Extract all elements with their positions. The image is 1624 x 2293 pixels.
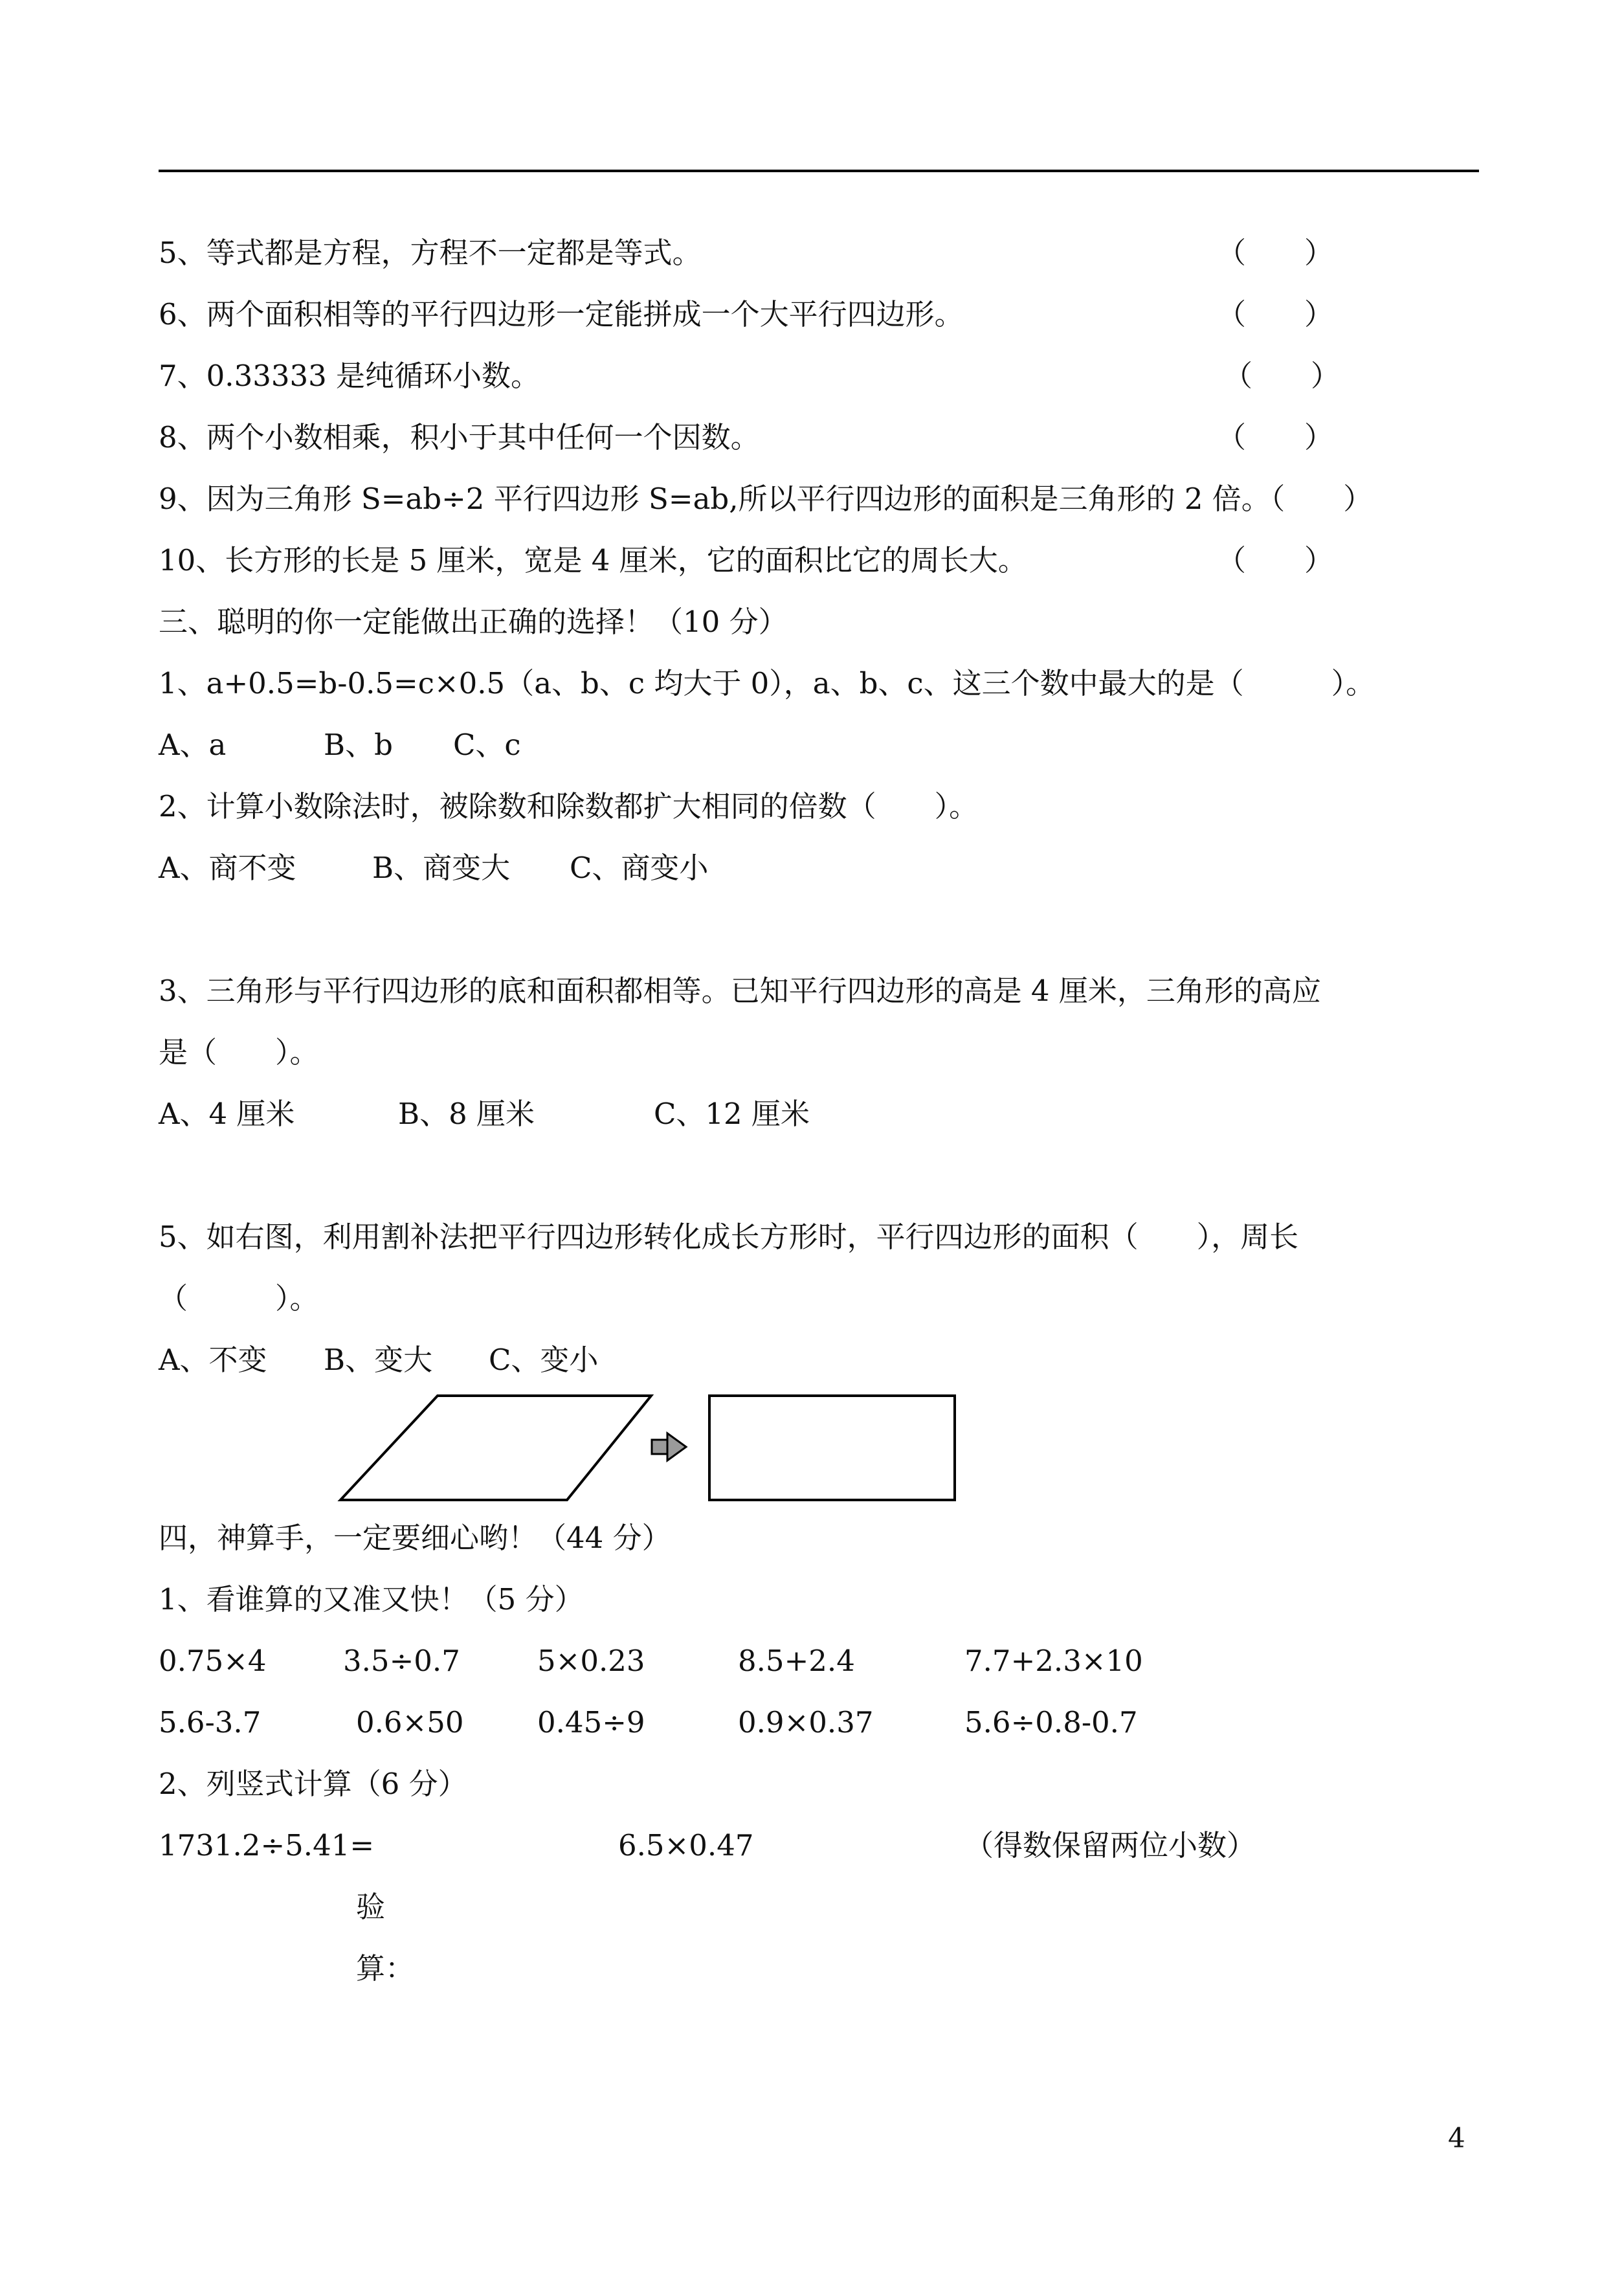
check-label-line1: 验 xyxy=(356,1890,386,1924)
section-4-sub2: 2、列竖式计算（6 分） xyxy=(159,1767,467,1801)
mc-q3-option-b[interactable]: B、8 厘米 xyxy=(398,1097,535,1131)
oral-calc-7: 0.6×50 xyxy=(356,1705,464,1739)
oral-calc-3: 5×0.23 xyxy=(537,1644,645,1678)
oral-calc-4: 8.5+2.4 xyxy=(738,1644,855,1678)
mc-q5-line2: （ ）。 xyxy=(159,1281,319,1315)
mc-q1-option-a[interactable]: A、a xyxy=(159,728,227,762)
page-number: 4 xyxy=(1448,2122,1465,2154)
tf-item-10: 10、长方形的长是 5 厘米，宽是 4 厘米，它的面积比它的周长大。 xyxy=(159,543,1027,577)
mc-q2-option-c[interactable]: C、商变小 xyxy=(570,851,709,885)
section-3-title: 三、聪明的你一定能做出正确的选择！（10 分） xyxy=(159,605,788,639)
mc-q3-option-c[interactable]: C、12 厘米 xyxy=(654,1097,810,1131)
mc-q3-line2: 是（ ）。 xyxy=(159,1035,319,1069)
vertical-calc-1: 1731.2÷5.41= xyxy=(159,1828,375,1862)
tf-item-6: 6、两个面积相等的平行四边形一定能拼成一个大平行四边形。 xyxy=(159,297,964,331)
tf-item-5: 5、等式都是方程，方程不一定都是等式。 xyxy=(159,236,702,270)
mc-q1-option-b[interactable]: B、b xyxy=(324,728,393,762)
oral-calc-5: 7.7+2.3×10 xyxy=(964,1644,1143,1678)
mc-q3-line1: 3、三角形与平行四边形的底和面积都相等。已知平行四边形的高是 4 厘米，三角形的高应 xyxy=(159,974,1321,1008)
oral-calc-1: 0.75×4 xyxy=(159,1644,267,1678)
tf-answer-paren-5[interactable]: （ ） xyxy=(1217,236,1334,270)
right-arrow-icon xyxy=(652,1433,686,1460)
tf-item-8: 8、两个小数相乘，积小于其中任何一个因数。 xyxy=(159,420,760,454)
section-4-sub1: 1、看谁算的又准又快！（5 分） xyxy=(159,1582,584,1616)
header-rule xyxy=(159,170,1479,172)
tf-item-7: 7、0.33333 是纯循环小数。 xyxy=(159,359,540,393)
oral-calc-10: 5.6÷0.8-0.7 xyxy=(964,1705,1138,1739)
mc-q5-option-b[interactable]: B、变大 xyxy=(324,1343,433,1377)
vertical-calc-note: （得数保留两位小数） xyxy=(964,1828,1256,1862)
vertical-calc-2: 6.5×0.47 xyxy=(618,1828,754,1862)
tf-answer-paren-10[interactable]: （ ） xyxy=(1217,543,1334,577)
mc-q1: 1、a+0.5=b-0.5=c×0.5（a、b、c 均大于 0），a、b、c、这三个数中最大的是（ ）。 xyxy=(159,666,1375,700)
section-4-title: 四，神算手，一定要细心哟！（44 分） xyxy=(159,1521,671,1555)
mc-q2-option-a[interactable]: A、商不变 xyxy=(159,851,296,885)
oral-calc-6: 5.6-3.7 xyxy=(159,1705,261,1739)
mc-q2-option-b[interactable]: B、商变大 xyxy=(372,851,511,885)
oral-calc-8: 0.45÷9 xyxy=(537,1705,645,1739)
tf-answer-paren-7[interactable]: （ ） xyxy=(1223,359,1340,393)
rectangle-shape xyxy=(709,1396,955,1500)
tf-answer-paren-8[interactable]: （ ） xyxy=(1217,420,1334,454)
mc-q2: 2、计算小数除法时，被除数和除数都扩大相同的倍数（ ）。 xyxy=(159,789,979,823)
oral-calc-9: 0.9×0.37 xyxy=(738,1705,874,1739)
mc-q5-option-c[interactable]: C、变小 xyxy=(489,1343,599,1377)
mc-q3-option-a[interactable]: A、4 厘米 xyxy=(159,1097,295,1131)
oral-calc-2: 3.5÷0.7 xyxy=(343,1644,460,1678)
parallelogram-shape xyxy=(340,1396,651,1500)
parallelogram-to-rectangle-figure xyxy=(337,1392,977,1508)
mc-q5-line1: 5、如右图，利用割补法把平行四边形转化成长方形时，平行四边形的面积（ ），周长 xyxy=(159,1220,1299,1254)
mc-q5-option-a[interactable]: A、不变 xyxy=(159,1343,267,1377)
mc-q1-option-c[interactable]: C、c xyxy=(453,728,521,762)
tf-item-9: 9、因为三角形 S=ab÷2 平行四边形 S=ab,所以平行四边形的面积是三角形的 2 倍。（ ） xyxy=(159,482,1373,516)
check-label-line2: 算： xyxy=(356,1951,415,1985)
tf-answer-paren-6[interactable]: （ ） xyxy=(1217,297,1334,331)
